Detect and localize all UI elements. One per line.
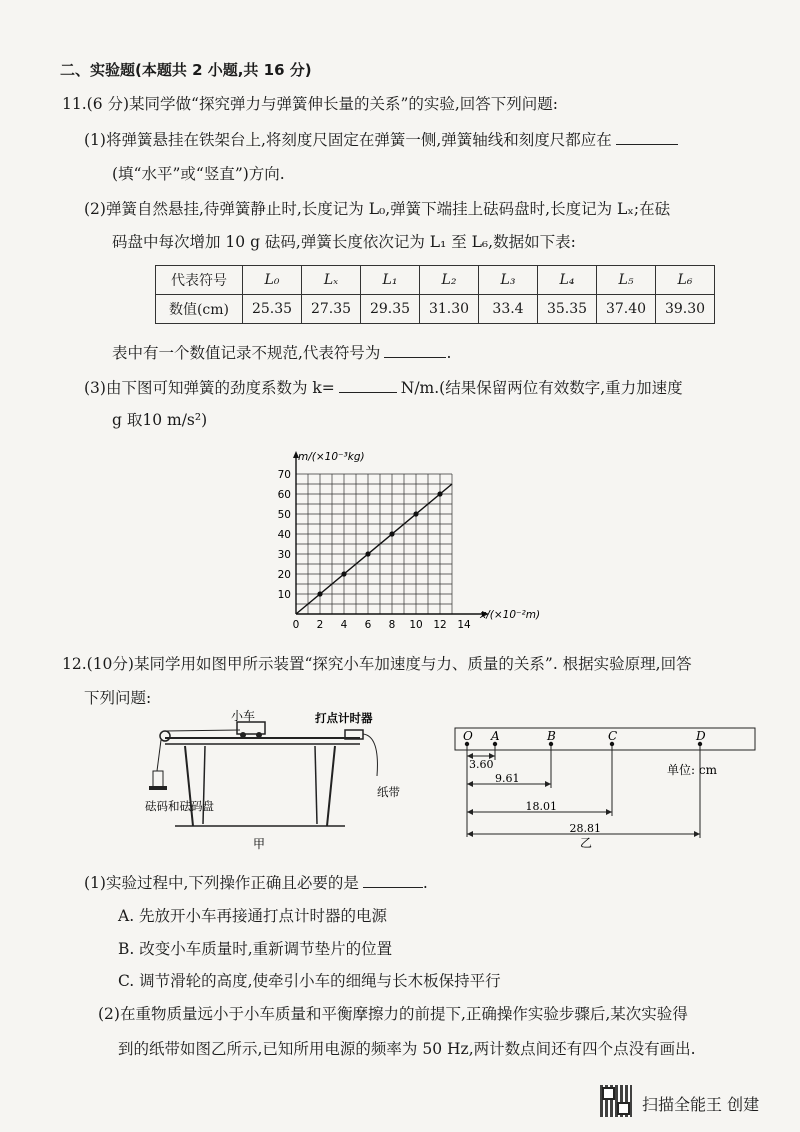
answer-blank[interactable] — [339, 377, 397, 393]
y-tick-label: 40 — [277, 529, 291, 541]
q11-part2-line2: 码盘中每次增加 10 g 砝码,弹簧长度依次记为 L₁ 至 L₆,数据如下表: — [112, 233, 576, 251]
dimension-arrow — [467, 809, 473, 815]
tape-figure — [455, 722, 760, 852]
data-point — [317, 591, 322, 596]
q11-part1-line1 — [84, 129, 678, 150]
x-tick-label: 2 — [316, 619, 324, 631]
period: . — [422, 874, 428, 892]
dimension-arrow — [467, 831, 473, 837]
option-b: B. 改变小车质量时,重新调节垫片的位置 — [118, 940, 393, 958]
distance-label: 28.81 — [569, 822, 601, 835]
q11-stem: 11.(6 分)某同学做“探究弹力与弹簧伸长量的关系”的实验,回答下列问题: — [62, 95, 559, 113]
x-tick-label: 10 — [409, 619, 423, 631]
data-point — [413, 511, 418, 516]
section-title: 二、实验题(本题共 2 小题,共 16 分) — [60, 61, 312, 79]
x-tick-label: 8 — [388, 619, 396, 631]
table-cell: Lₓ — [302, 266, 361, 295]
table-cell: L₄ — [538, 266, 597, 295]
data-point — [365, 551, 370, 556]
table-header: 数值(cm) — [156, 295, 243, 324]
x-tick-label: 4 — [340, 619, 348, 631]
car-label: 小车 — [231, 709, 256, 723]
table-cell: 35.35 — [538, 295, 597, 324]
table-cell: 33.4 — [479, 295, 538, 324]
table-cell: 39.30 — [656, 295, 715, 324]
table-cell: 37.40 — [597, 295, 656, 324]
chart-points — [296, 484, 452, 614]
data-table — [155, 265, 715, 324]
tape-points — [463, 729, 706, 838]
q11-part1-text: (1)将弹簧悬挂在铁架台上,将刻度尺固定在弹簧一侧,弹簧轴线和刻度尺都应在 — [84, 131, 612, 149]
table-cell: L₃ — [479, 266, 538, 295]
q11-part2-text: 表中有一个数值记录不规范,代表符号为 — [112, 344, 381, 362]
spring-graph — [270, 448, 540, 644]
q11-part3-text: (3)由下图可知弹簧的劲度系数为 k= — [84, 379, 335, 397]
scanner-watermark: 扫描全能王 创建 — [642, 1095, 760, 1114]
y-tick-label: 70 — [277, 469, 291, 481]
y-tick-label: 10 — [277, 589, 291, 601]
option-a: A. 先放开小车再接通打点计时器的电源 — [118, 907, 388, 925]
tape-point-label: B — [547, 729, 556, 743]
data-point — [341, 571, 346, 576]
y-tick-label: 50 — [277, 509, 291, 521]
q12-stem-line2: 下列问题: — [84, 689, 152, 707]
tape-point-label: O — [463, 729, 473, 743]
qr-code-icon — [600, 1085, 632, 1117]
q11-part3-text-b: N/m.(结果保留两位有效数字,重力加速度 — [400, 379, 683, 397]
table-cell: 25.35 — [243, 295, 302, 324]
q11-part2-line3 — [112, 342, 451, 363]
table-cell: 31.30 — [420, 295, 479, 324]
y-tick-label: 30 — [277, 549, 291, 561]
q12-part1-text: (1)实验过程中,下列操作正确且必要的是 — [84, 874, 359, 892]
table-cell: L₅ — [597, 266, 656, 295]
table-cell: L₂ — [420, 266, 479, 295]
dimension-arrow — [606, 809, 612, 815]
answer-blank[interactable] — [384, 342, 446, 358]
table-cell: L₀ — [243, 266, 302, 295]
q11-part3-line2: g 取10 m/s²) — [112, 411, 208, 429]
figure-yi-caption: 乙 — [580, 836, 593, 850]
tape-point-label: D — [696, 729, 706, 743]
table-row — [156, 266, 715, 295]
q12-stem-line1: 12.(10分)某同学用如图甲所示装置“探究小车加速度与力、质量的关系”. 根据实验原理,回答 — [62, 655, 692, 673]
x-tick-label: 0 — [292, 619, 300, 631]
timer-label: 打点计时器 — [315, 711, 373, 725]
table-row — [156, 295, 715, 324]
q12-part2-line2: 到的纸带如图乙所示,已知所用电源的频率为 50 Hz,两计数点间还有四个点没有画出. — [118, 1040, 696, 1058]
table-cell: L₆ — [656, 266, 715, 295]
table-cell: 29.35 — [361, 295, 420, 324]
tape-point-label: C — [608, 729, 618, 743]
table-header: 代表符号 — [156, 266, 243, 295]
q11-part1-line2: (填“水平”或“竖直”)方向. — [112, 165, 285, 183]
x-tick-label: 14 — [457, 619, 471, 631]
dimension-arrow — [545, 781, 551, 787]
q12-part2-line1: (2)在重物质量远小于小车质量和平衡摩擦力的前提下,正确操作实验步骤后,某次实验得 — [98, 1005, 688, 1023]
data-point — [389, 531, 394, 536]
period: . — [446, 344, 452, 362]
q11-part3-line1 — [84, 377, 683, 398]
x-axis-label: x/(×10⁻²m) — [480, 609, 541, 621]
table-cell: L₁ — [361, 266, 420, 295]
distance-label: 9.61 — [495, 772, 520, 785]
distance-label: 3.60 — [469, 758, 494, 771]
q11-part2-line1: (2)弹簧自然悬挂,待弹簧静止时,长度记为 L₀,弹簧下端挂上砝码盘时,长度记为 Lₓ;在砝 — [84, 200, 671, 218]
data-point — [437, 491, 442, 496]
y-tick-label: 60 — [277, 489, 291, 501]
tape-label: 纸带 — [377, 785, 400, 799]
unit-label: 单位: cm — [667, 763, 717, 777]
dimension-arrow — [694, 831, 700, 837]
x-tick-label: 6 — [364, 619, 372, 631]
x-tick-label: 12 — [433, 619, 447, 631]
figure-jia-caption: 甲 — [253, 837, 266, 851]
weights-label: 砝码和砝码盘 — [145, 799, 214, 813]
y-tick-label: 20 — [277, 569, 291, 581]
distance-label: 18.01 — [525, 800, 557, 813]
q12-part1 — [84, 872, 428, 893]
answer-blank[interactable] — [616, 129, 678, 145]
option-c: C. 调节滑轮的高度,使牵引小车的细绳与长木板保持平行 — [118, 972, 501, 990]
apparatus-figure — [145, 709, 400, 856]
dimension-arrow — [467, 781, 473, 787]
table-cell: 27.35 — [302, 295, 361, 324]
y-axis-label: m/(×10⁻³kg) — [298, 451, 365, 463]
answer-blank[interactable] — [363, 872, 423, 888]
tape-point-label: A — [491, 729, 500, 743]
